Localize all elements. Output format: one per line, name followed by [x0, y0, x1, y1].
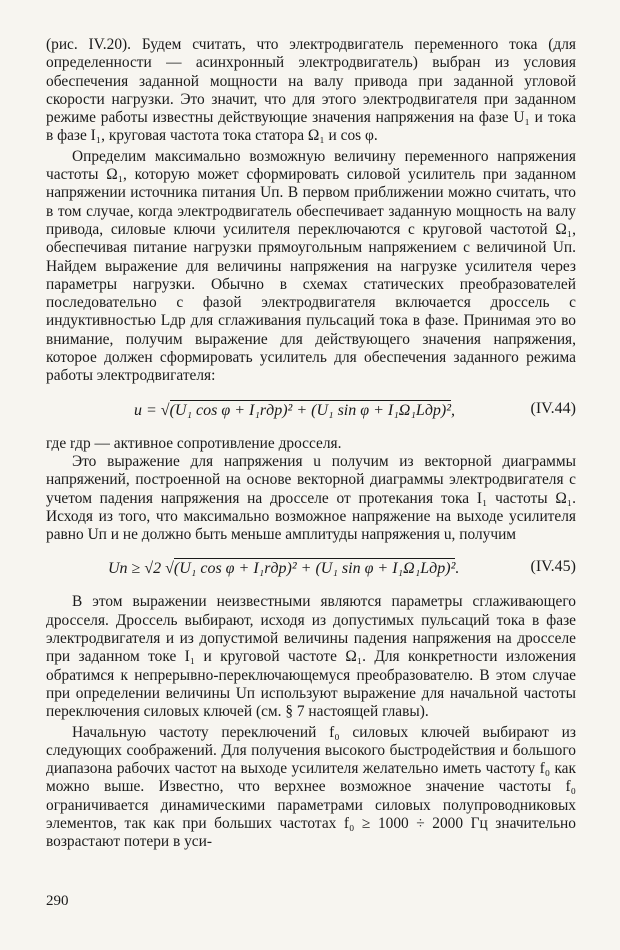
formula-iv44-lhs: u = [134, 401, 161, 419]
paragraph-3: где rдр — активное сопротивление дросселя. [46, 434, 342, 452]
formula-iv45-tail: . [455, 560, 460, 578]
formula-iv45-number: (IV.45) [530, 558, 576, 576]
page-number: 290 [46, 893, 69, 909]
paragraph-1: (рис. IV.20). Будем считать, что электродвигатель переменного тока (для определенности — асинхронный электродвигатель) выбран из условия обеспечения заданной мощности на валу привода при заданной угловой скорости нагрузки. Это значит, что для этого электродвигателя при заданном режиме работы известны действующие значения напряжения на фазе U₁ и тока в фазе I₁, круговая частота тока статора Ω₁ и cos φ. [46, 36, 576, 145]
formula-iv44-number: (IV.44) [530, 399, 576, 417]
paragraph-2: Определим максимально возможную величину переменного напряжения частоты Ω₁, которую может сформировать силовой усилитель при заданном напряжении источника питания Uп. В первом приближении можно считать, что в том случае, когда электродвигатель обеспечивает заданную мощность на валу привода, силовые ключи усилителя переключаются с круговой частотой Ω₁, обеспечивая питание нагрузки прямоугольным напряжением с величиной Uп. Найдем выражение для величины напряжения на нагрузке усилителя через параметры нагрузки. Обычно в схемах статических преобразователей последовательно с фазой электродвигателя включается дроссель с индуктивностью Lдр для сглаживания пульсаций тока в фазе. Принимая это во внимание, получим выражение для действующего значения напряжения, которое должен сформировать усилитель для обеспечения заданного режима работы электродвигателя: [46, 147, 576, 385]
formula-iv45-lhs: Uп ≥ √2 [108, 560, 166, 578]
formula-iv44-tail: , [451, 401, 456, 419]
paragraph-5: В этом выражении неизвестными являются параметры сглаживающего дросселя. Дроссель выбирают, исходя из допустимых пульсаций тока в фазе электродвигателя и из допустимой величины падения напряжения на дросселе при заданном токе I₁ и круговой частоте Ω₁. Для конкретности изложения обратимся к непрерывно-переключающемуся преобразователю. В этом случае при определении величины Uп используют выражение для начальной частоты переключения силовых ключей (см. § 7 настоящей главы). [46, 593, 576, 721]
formula-iv45-radicand: (U₁ cos φ + I₁rдр)² + (U₁ sin φ + I₁Ω₁Lдр)² [173, 560, 456, 578]
sqrt-sign: √ [165, 560, 174, 578]
formula-iv44-expression [134, 400, 455, 420]
formula-iv44-radicand: (U₁ cos φ + I₁rдр)² + (U₁ sin φ + I₁Ω₁Lдр)² [169, 401, 452, 419]
formula-iv45 [46, 549, 576, 589]
paragraph-6: Начальную частоту переключений f₀ силовых ключей выбирают из следующих соображений. Для получения высокого быстродействия и большого диапазона рабочих частот на выходе усилителя желательно иметь частоту f₀ как можно выше. Известно, что верхнее возможное значение частоты f₀ ограничивается динамическими параметрами силовых полупроводниковых элементов, так как при больших частотах f₀ ≥ 1000 ÷ 2000 Гц значительно возрастают потери в уси- [46, 723, 576, 851]
formula-iv44 [46, 391, 576, 431]
paragraph-4: Это выражение для напряжения u получим из векторной диаграммы напряжений, построенной на основе векторной диаграммы электродвигателя с учетом падения напряжения на дросселе от протекания тока I₁ частоты Ω₁. Исходя из того, что максимально возможное напряжение на выходе усилителя равно Uп и не должно быть меньше амплитуды напряжения u, получим [46, 452, 576, 544]
sqrt-sign: √ [160, 401, 170, 419]
formula-iv45-expression [108, 558, 459, 578]
